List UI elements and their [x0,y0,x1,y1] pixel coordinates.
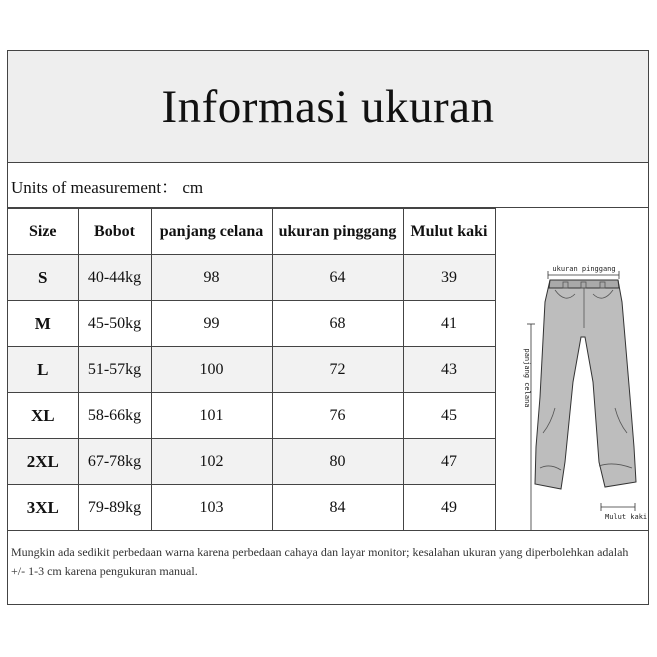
table-row [8,393,495,439]
cell-waist: 68 [272,301,403,347]
size-table [8,208,496,531]
cell-weight: 79-89kg [78,485,151,531]
cell-hem: 49 [403,485,495,531]
cell-hem: 41 [403,301,495,347]
header-waist: ukuran pinggang [272,209,403,255]
disclaimer-note [8,530,648,605]
waist-label: ukuran pinggang [552,265,616,273]
cell-size: M [8,301,78,347]
units-label: Units of measurement： cm [11,177,204,197]
cell-weight: 58-66kg [78,393,151,439]
length-label: panjang celana [523,348,531,408]
table-row [8,255,495,301]
cell-weight: 40-44kg [78,255,151,301]
cell-length: 98 [151,255,272,301]
cell-size: XL [8,393,78,439]
cell-waist: 72 [272,347,403,393]
cell-weight: 45-50kg [78,301,151,347]
pants-icon [495,208,649,530]
cell-size: 3XL [8,485,78,531]
cell-size: L [8,347,78,393]
cell-hem: 45 [403,393,495,439]
table-row [8,301,495,347]
table-row [8,439,495,485]
cell-length: 102 [151,439,272,485]
cell-length: 103 [151,485,272,531]
note-text: Mungkin ada sedikit perbedaan warna karena perbedaan cahaya dan layar monitor; kesalahan ukuran yang diperbolehkan adalah +/- 1-3 cm karena pengukuran manual. [11,545,629,578]
cell-hem: 47 [403,439,495,485]
cell-weight: 51-57kg [78,347,151,393]
table-row [8,485,495,531]
cell-length: 100 [151,347,272,393]
cell-waist: 80 [272,439,403,485]
cell-length: 99 [151,301,272,347]
cell-size: 2XL [8,439,78,485]
cell-waist: 76 [272,393,403,439]
pants-shape [535,280,636,489]
cell-hem: 39 [403,255,495,301]
header-size: Size [8,209,78,255]
size-chart-sheet [7,50,649,605]
units-row [8,163,648,208]
cell-waist: 84 [272,485,403,531]
cell-waist: 64 [272,255,403,301]
cell-length: 101 [151,393,272,439]
header-hem: Mulut kaki [403,209,495,255]
cell-weight: 67-78kg [78,439,151,485]
page-title: Informasi ukuran [161,80,495,133]
cell-size: S [8,255,78,301]
header-weight: Bobot [78,209,151,255]
header-length: panjang celana [151,209,272,255]
table-header-row [8,209,495,255]
pants-measurement-diagram [495,208,649,530]
hem-label: Mulut kaki [605,513,648,521]
cell-hem: 43 [403,347,495,393]
table-row [8,347,495,393]
title-row [8,51,648,163]
